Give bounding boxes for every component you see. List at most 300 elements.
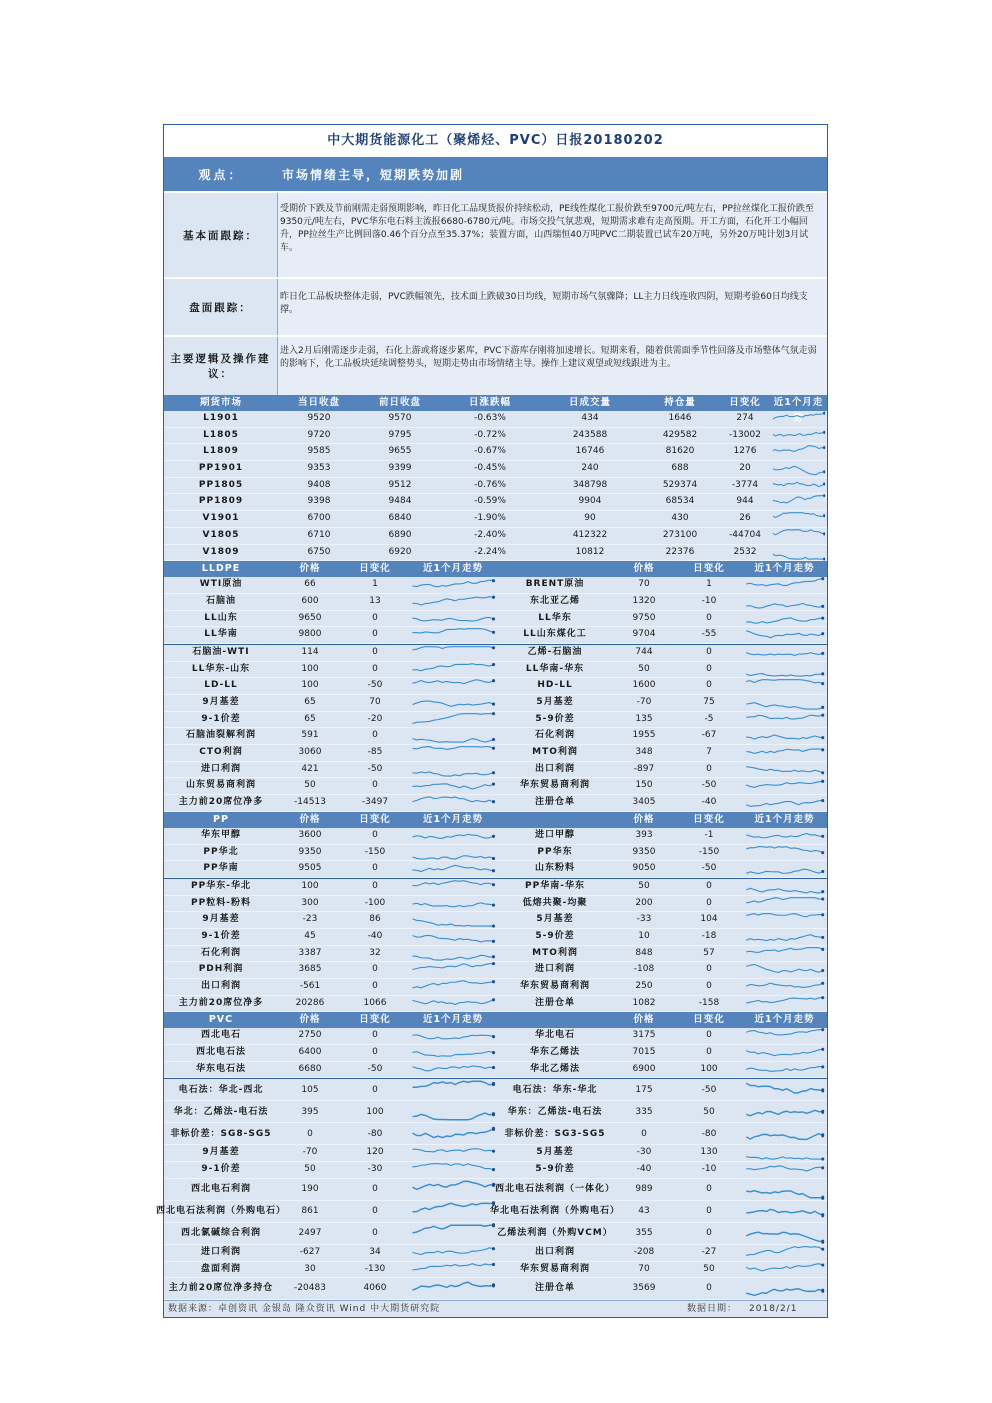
trend-sparkline [742,662,827,678]
trend-last-point [821,1065,824,1068]
futures-row [164,428,827,445]
pvc-row [156,1201,827,1223]
contract-name: PP1805 [198,479,244,490]
trend-last-point [492,631,495,634]
indicator-change: -50 [701,863,717,874]
trend-line [413,981,494,988]
trend-last-point [821,1247,824,1250]
trend-sparkline [408,828,498,844]
daily-report [156,124,828,1318]
trend-line [413,1203,494,1212]
trend-last-point [492,1168,495,1171]
trend-line [413,902,494,906]
futures-cell: -0.59% [474,496,506,507]
trend-sparkline [408,1262,498,1278]
futures-cell: -0.76% [474,479,506,490]
lldpe-row [164,611,827,628]
pp-row [164,878,827,896]
trend-last-point [492,579,495,582]
indicator-price: 9505 [298,863,322,874]
trend-last-point [492,1247,495,1250]
indicator-price: 6680 [298,1063,322,1074]
trend-last-point [823,532,825,535]
indicator-price: 2497 [298,1228,322,1239]
pp-col-header: PP [213,813,229,825]
contract-name: V1809 [202,546,240,557]
indicator-change: -67 [701,730,717,741]
indicator-price: 3405 [632,797,656,808]
contract-name: PP1809 [198,496,244,507]
futures-row [164,411,827,428]
indicator-name: 主力前20席位净多持仓 [168,1283,274,1294]
indicator-change: 7 [706,747,712,758]
pvc-row [164,1262,827,1279]
indicator-price: 744 [635,646,653,657]
indicator-change: 86 [369,914,381,925]
indicator-name: 注册仓单 [534,1283,575,1294]
trend-sparkline [408,577,498,593]
trend-line [773,413,824,419]
trend-sparkline [742,645,827,661]
indicator-price: 20286 [295,997,325,1008]
market-label: 盘面跟踪： [164,279,278,335]
trend-last-point [492,747,495,750]
indicator-change: -50 [367,680,383,691]
indicator-name: 山东粉料 [534,863,575,874]
lldpe-header [164,561,827,577]
indicator-price: 9050 [632,863,656,874]
trend-line [413,629,494,633]
pp-col-header: 价格 [299,813,321,825]
indicator-change: 0 [372,829,378,840]
indicator-name: 注册仓单 [534,797,575,808]
indicator-price: 300 [301,897,319,908]
trend-last-point [823,495,825,498]
lldpe-row [164,577,827,594]
futures-cell: -2.24% [474,546,506,557]
indicator-change: -5 [704,713,714,724]
trend-line [773,432,824,436]
futures-cell: -0.63% [474,413,506,423]
trend-sparkline [408,645,498,661]
indicator-change: 0 [706,964,712,975]
trend-last-point [492,771,495,774]
trend-line [746,703,823,709]
trend-last-point [492,1035,495,1038]
futures-cell: -0.45% [474,463,506,474]
indicator-name: MTO利润 [532,947,578,958]
trend-last-point [821,672,824,675]
trend-sparkline [742,712,827,728]
futures-row [164,528,827,545]
indicator-name: MTO利润 [532,747,578,758]
indicator-price: -70 [302,1147,318,1158]
viewpoint-label: 观点： [198,167,244,182]
indicator-price: -14513 [294,797,326,808]
indicator-price: 0 [307,1128,313,1139]
report-title: 中大期货能源化工（聚烯烃、PVC）日报20180202 [327,133,664,148]
trend-line [413,580,494,587]
indicator-price: 9350 [632,846,656,857]
futures-cell: 20 [739,463,751,474]
pp-col-header: 近1个月走势 [754,813,815,825]
trend-last-point [492,1082,495,1086]
indicator-price: 100 [301,663,319,674]
trend-last-point [492,1283,495,1287]
indicator-name: 华东：乙烯法-电石法 [507,1106,603,1117]
trend-last-point [821,799,824,802]
indicator-change: -100 [364,897,386,908]
lldpe-row [164,594,827,611]
futures-cell: 6750 [307,546,331,557]
logic-label: 主要逻辑及操作建议： [164,337,278,395]
futures-cell: 1646 [668,413,692,423]
indicator-price: 43 [638,1206,650,1217]
pp-row [164,929,827,946]
trend-line [746,715,823,719]
indicator-change: 0 [706,1030,712,1041]
indicator-price: 3685 [298,964,322,975]
trend-sparkline [408,795,498,811]
indicator-change: 0 [372,730,378,741]
futures-cell: 22376 [665,546,695,557]
indicator-change: 0 [372,1047,378,1058]
trend-sparkline [742,1162,827,1178]
futures-cell: 10812 [575,546,605,557]
indicator-price: 10 [638,930,650,941]
trend-last-point [821,1028,824,1031]
trend-last-point [492,1150,495,1153]
indicator-price: 355 [635,1228,653,1239]
trend-last-point [492,883,495,886]
trend-last-point [492,998,495,1001]
trend-line [746,869,823,873]
trend-line [773,482,824,486]
trend-line [746,897,823,902]
indicator-change: -10 [701,595,717,606]
indicator-name: 出口利润 [200,981,241,991]
indicator-change: 0 [372,1084,378,1095]
lldpe-row [164,662,827,679]
trend-line [746,617,823,622]
trend-line [413,955,494,960]
trend-last-point [821,1213,824,1217]
trend-last-point [821,913,824,916]
indicator-name: 乙烯法利润（外购VCM） [497,1228,613,1239]
lldpe-col-header: LLDPE [201,563,241,575]
footer [164,1300,827,1317]
pp-row [164,946,827,963]
trend-line [746,735,823,739]
lldpe-col-header [498,561,612,577]
trend-line [413,701,494,706]
indicator-name: 进口利润 [200,763,241,774]
fundamental-section [164,191,827,277]
indicator-change: 120 [366,1147,384,1158]
indicator-change: 1 [372,579,378,590]
trend-line [413,1149,494,1152]
trend-last-point [492,835,495,838]
trend-last-point [821,748,824,751]
indicator-name: 华北电石 [534,1030,575,1041]
indicator-change: -18 [701,930,717,941]
indicator-name: 进口利润 [200,1246,241,1257]
trend-sparkline [742,979,827,995]
pvc-row [164,1245,827,1262]
futures-row [164,511,827,528]
pp-row [164,845,827,862]
indicator-price: 2750 [298,1030,322,1041]
indicator-change: 0 [706,680,712,691]
indicator-price: 50 [638,880,650,891]
indicator-change: 0 [706,763,712,774]
trend-line [773,466,824,474]
futures-cell: 68534 [665,496,695,507]
futures-col-header: 前日收盘 [378,397,421,408]
lldpe-col-header: 价格 [633,563,655,575]
trend-last-point [821,652,824,655]
indicator-name: 西北电石 [200,1030,241,1041]
indicator-price: 175 [635,1084,653,1095]
trend-line [413,999,494,1004]
indicator-name: 石化利润 [534,730,575,741]
futures-cell: 9904 [578,496,602,507]
trend-sparkline [742,1223,827,1244]
contract-name: L1805 [203,429,239,440]
trend-sparkline [742,861,827,877]
indicator-change: -50 [701,1084,717,1095]
indicator-change: 0 [706,663,712,674]
lldpe-col-header: 价格 [299,563,321,575]
indicator-change: -50 [367,763,383,774]
trend-sparkline [742,946,827,962]
trend-line [413,1248,494,1255]
indicator-price: 6900 [632,1063,656,1074]
trend-sparkline [408,1179,498,1200]
futures-cell: 9353 [307,463,331,474]
futures-row [164,461,827,478]
indicator-change: 0 [706,1228,712,1239]
trend-last-point [821,780,824,783]
futures-row [164,478,827,495]
trend-last-point [821,632,824,635]
trend-line [746,782,823,788]
indicator-change: 0 [372,1184,378,1195]
trend-sparkline [742,762,827,778]
contract-name: L1901 [203,413,239,423]
trend-sparkline [408,845,498,861]
indicator-price: 190 [301,1184,319,1195]
futures-cell: 6890 [388,529,412,540]
pvc-col-header: 日变化 [359,1014,391,1026]
data-source: 数据来源：卓创资讯 金银岛 隆众资讯 Wind 中大期货研究院 [168,1304,441,1315]
pvc-col-header: 近1个月走势 [754,1014,815,1026]
indicator-change: -130 [364,1263,386,1274]
trend-sparkline [770,411,827,427]
pp-row [164,962,827,979]
trend-last-point [823,446,825,449]
trend-last-point [492,679,495,682]
trend-sparkline [770,478,827,494]
futures-cell: 9512 [388,479,412,490]
pp-col-header: 日变化 [359,813,391,825]
trend-sparkline [408,1223,498,1244]
trend-last-point [821,577,824,580]
indicator-name: 电石法：华东-华北 [512,1084,598,1095]
trend-line [413,919,494,926]
indicator-name: 9-1价差 [201,1164,241,1175]
trend-line [413,964,494,970]
lldpe-col-header: 日变化 [359,563,391,575]
trend-sparkline [408,1201,498,1222]
futures-table [164,395,827,561]
indicator-change: 13 [369,595,381,606]
indicator-change: 130 [700,1147,718,1158]
trend-sparkline [742,845,827,861]
trend-last-point [492,940,495,943]
pvc-row [164,1062,827,1079]
trend-last-point [821,1289,824,1293]
trend-sparkline [408,879,498,895]
indicator-price: -33 [636,914,652,925]
logic-section [164,335,827,395]
contract-name: PP1901 [198,463,244,474]
trend-last-point [821,969,824,972]
logic-text: 进入2月后刚需逐步走弱，石化上游或将逐步累库，PVC下游库存刚将加速增长。短期来看，随着供需面季节性回落及市场整体气氛走弱的影响下，化工品板块延续调整势头，短期走势由市场情绪主导。操作上建议观望或短线跟进为主。 [278,337,827,395]
indicator-name: PDH利润 [198,964,244,975]
trend-line [413,617,494,621]
indicator-name: BRENT原油 [525,579,585,590]
trend-sparkline [742,627,827,643]
indicator-name: 乙烯-石脑油 [527,646,583,657]
pp-row [164,996,827,1013]
trend-sparkline [408,1101,498,1122]
trend-sparkline [742,1062,827,1078]
indicator-name: LL山东 [204,612,238,623]
indicator-name: 出口利润 [534,1246,575,1257]
trend-sparkline [742,879,827,895]
trend-sparkline [408,979,498,995]
indicator-change: 0 [706,612,712,623]
trend-line [746,1111,823,1116]
trend-last-point [821,936,824,939]
trend-sparkline [742,828,827,844]
indicator-change: 34 [369,1246,381,1257]
trend-sparkline [770,511,827,527]
trend-sparkline [742,1262,827,1278]
fundamental-label: 基本面跟踪： [164,193,278,277]
trend-sparkline [408,1123,498,1144]
trend-line [413,1113,494,1120]
indicator-change: 0 [706,1047,712,1058]
indicator-name: 5-9价差 [535,930,575,941]
trend-sparkline [742,962,827,978]
indicator-price: 1600 [632,680,656,691]
trend-last-point [821,605,824,608]
indicator-change: 0 [372,964,378,975]
lldpe-row [164,712,827,729]
trend-sparkline [408,1145,498,1161]
indicator-change: -40 [367,930,383,941]
trend-last-point [823,430,825,433]
indicator-price: -40 [636,1164,652,1175]
futures-cell: -1.90% [474,513,506,524]
trend-line [746,947,823,952]
indicator-name: 5月基差 [536,1147,574,1158]
trend-sparkline [742,577,827,593]
trend-sparkline [408,762,498,778]
trend-last-point [821,1263,824,1266]
indicator-price: -208 [633,1246,655,1257]
indicator-name: PP华北 [203,846,239,857]
futures-cell: 9520 [307,413,331,423]
pp-col-header: 价格 [633,813,655,825]
indicator-change: -150 [364,846,386,857]
indicator-name: 华东甲醇 [200,829,241,840]
trend-line [413,680,494,684]
futures-col-header: 日涨跌幅 [468,397,511,408]
trend-last-point [821,1239,824,1243]
futures-cell: 9570 [388,413,412,423]
indicator-name: 9月基差 [202,914,240,925]
trend-sparkline [408,728,498,744]
indicator-name: 非标价差：SG8-SG5 [170,1128,272,1139]
trend-line [413,597,494,605]
indicator-name: 9月基差 [202,1147,240,1158]
indicator-price: 3569 [632,1283,656,1294]
pp-row [164,979,827,996]
indicator-change: 1 [706,579,712,590]
lldpe-table [164,561,827,812]
pp-row [164,861,827,878]
trend-line [746,653,823,656]
trend-last-point [492,903,495,906]
indicator-price: -30 [636,1147,652,1158]
indicator-change: 0 [372,1206,378,1217]
pvc-row [164,1223,827,1245]
indicator-name: 华北：乙烯法-电石法 [173,1106,269,1117]
indicator-price: 100 [301,680,319,691]
trend-sparkline [742,1245,827,1261]
pvc-row [164,1123,827,1145]
indicator-change: -1 [704,829,714,840]
trend-last-point [821,996,824,999]
indicator-change: -3497 [361,797,389,808]
trend-line [413,1225,494,1233]
indicator-change: -20 [367,713,383,724]
trend-last-point [492,617,495,620]
indicator-name: PP华东-华北 [191,880,251,891]
viewpoint-text: 市场情绪主导，短期跌势加剧 [282,167,465,182]
trend-last-point [821,736,824,739]
trend-line [773,529,824,534]
indicator-change: 0 [372,863,378,874]
indicator-change: 57 [703,947,715,958]
trend-line [746,914,823,917]
trend-sparkline [742,745,827,761]
trend-last-point [492,1113,495,1117]
indicator-price: -627 [299,1246,321,1257]
trend-last-point [492,925,495,928]
indicator-change: 0 [706,1283,712,1294]
indicator-name: LL华南 [204,629,238,640]
indicator-name: 东北亚乙烯 [529,595,580,606]
indicator-price: 150 [635,780,653,791]
pvc-row [164,1145,827,1162]
futures-cell: 434 [581,413,599,423]
trend-sparkline [408,912,498,928]
indicator-change: 0 [706,880,712,891]
